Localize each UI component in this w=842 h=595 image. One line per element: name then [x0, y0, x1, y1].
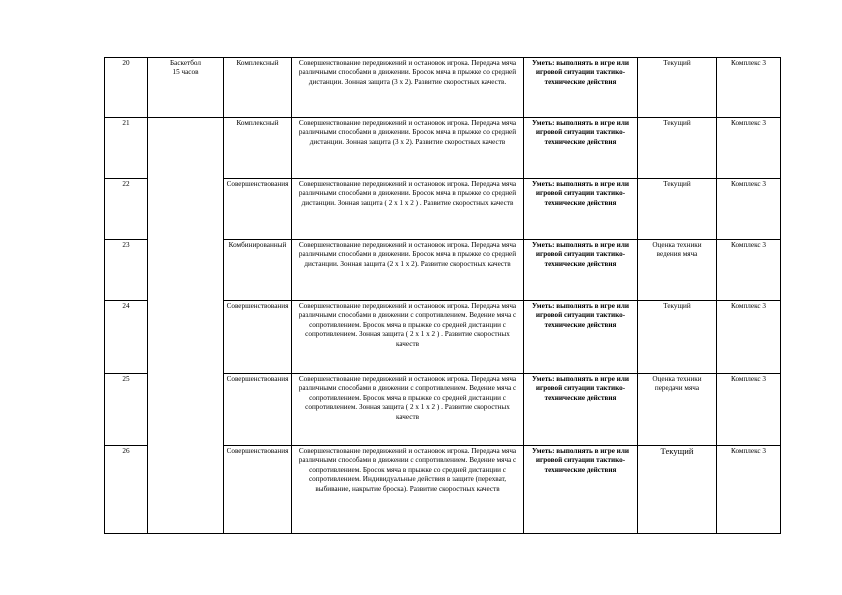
lesson-control: Оценка техники передачи мяча — [638, 374, 717, 446]
table-row — [105, 118, 781, 179]
lesson-number: 21 — [105, 118, 148, 179]
lesson-skill: Уметь: выполнять в игре или игровой ситуации тактико-технические действия — [524, 374, 638, 446]
lesson-plan-table — [104, 57, 781, 534]
lesson-type: Комплексный — [224, 118, 292, 179]
lesson-control: Текущий — [638, 301, 717, 374]
lesson-control: Оценка техники ведения мяча — [638, 240, 717, 301]
lesson-control: Текущий — [638, 58, 717, 118]
topic-cell-continued — [148, 118, 224, 534]
lesson-skill: Уметь: выполнять в игре или игровой ситуации тактико-технические действия — [524, 179, 638, 240]
lesson-number: 24 — [105, 301, 148, 374]
lesson-content: Совершенствование передвижений и остановок игрока. Передача мяча различными способами в движении с сопротивлением. Ведение мяча с сопротивлением. Бросок мяча в прыжке со средней дистанции с сопротивлением. Индивидуальные действия в защите (перехват, выбивание, накрытие броска). Развитие скоростных качеств — [292, 446, 524, 534]
lesson-homework: Комплекс 3 — [717, 374, 781, 446]
topic-cell — [148, 58, 224, 118]
lesson-number: 25 — [105, 374, 148, 446]
lesson-homework: Комплекс 3 — [717, 179, 781, 240]
topic-hours: 15 часов — [172, 68, 199, 77]
lesson-number: 26 — [105, 446, 148, 534]
lesson-skill: Уметь: выполнять в игре или игровой ситуации тактико-технические действия — [524, 58, 638, 118]
lesson-content: Совершенствование передвижений и остановок игрока. Передача мяча различными способами в движении с сопротивлением. Ведение мяча с сопротивлением. Бросок мяча в прыжке со средней дистанции с сопротивлением. Зонная защита ( 2 х 1 х 2 ) . Развитие скоростных качеств — [292, 301, 524, 374]
lesson-type: Комбинированный — [224, 240, 292, 301]
lesson-homework: Комплекс 3 — [717, 446, 781, 534]
lesson-skill: Уметь: выполнять в игре или игровой ситуации тактико-технические действия — [524, 301, 638, 374]
lesson-type: Совершенствования — [224, 301, 292, 374]
lesson-skill: Уметь: выполнять в игре или игровой ситуации тактико-технические действия — [524, 446, 638, 534]
lesson-control: Текущий — [638, 118, 717, 179]
lesson-homework: Комплекс 3 — [717, 118, 781, 179]
lesson-homework: Комплекс 3 — [717, 240, 781, 301]
lesson-number: 22 — [105, 179, 148, 240]
lesson-skill: Уметь: выполнять в игре или игровой ситуации тактико-технические действия — [524, 118, 638, 179]
lesson-content: Совершенствование передвижений и остановок игрока. Передача мяча различными способами в движении. Бросок мяча в прыжке со средней дистанции. Зонная защита (3 х 2). Развитие скоростных качеств. — [292, 58, 524, 118]
lesson-type: Совершенствования — [224, 446, 292, 534]
lesson-content: Совершенствование передвижений и остановок игрока. Передача мяча различными способами в движении. Бросок мяча в прыжке со средней дистанции. Зонная защита ( 2 х 1 х 2 ) . Развитие скоростных качеств — [292, 179, 524, 240]
lesson-homework: Комплекс 3 — [717, 58, 781, 118]
lesson-content: Совершенствование передвижений и остановок игрока. Передача мяча различными способами в движении. Бросок мяча в прыжке со средней дистанции. Зонная защита (2 х 1 х 2). Развитие скоростных качеств — [292, 240, 524, 301]
lesson-type: Комплексный — [224, 58, 292, 118]
lesson-number: 23 — [105, 240, 148, 301]
lesson-control: Текущий — [638, 446, 717, 534]
lesson-type: Совершенствования — [224, 374, 292, 446]
lesson-type: Совершенствования — [224, 179, 292, 240]
lesson-number: 20 — [105, 58, 148, 118]
lesson-homework: Комплекс 3 — [717, 301, 781, 374]
topic-name: Баскетбол — [170, 59, 201, 67]
lesson-control: Текущий — [638, 179, 717, 240]
table-row — [105, 58, 781, 118]
lesson-content: Совершенствование передвижений и остановок игрока. Передача мяча различными способами в движении с сопротивлением. Ведение мяча с сопротивлением. Бросок мяча в прыжке со средней дистанции с сопротивлением. Зонная защита ( 2 х 1 х 2 ) . Развитие скоростных качеств — [292, 374, 524, 446]
lesson-content: Совершенствование передвижений и остановок игрока. Передача мяча различными способами в движении. Бросок мяча в прыжке со средней дистанции. Зонная защита (3 х 2). Развитие скоростных качеств — [292, 118, 524, 179]
lesson-skill: Уметь: выполнять в игре или игровой ситуации тактико-технические действия — [524, 240, 638, 301]
